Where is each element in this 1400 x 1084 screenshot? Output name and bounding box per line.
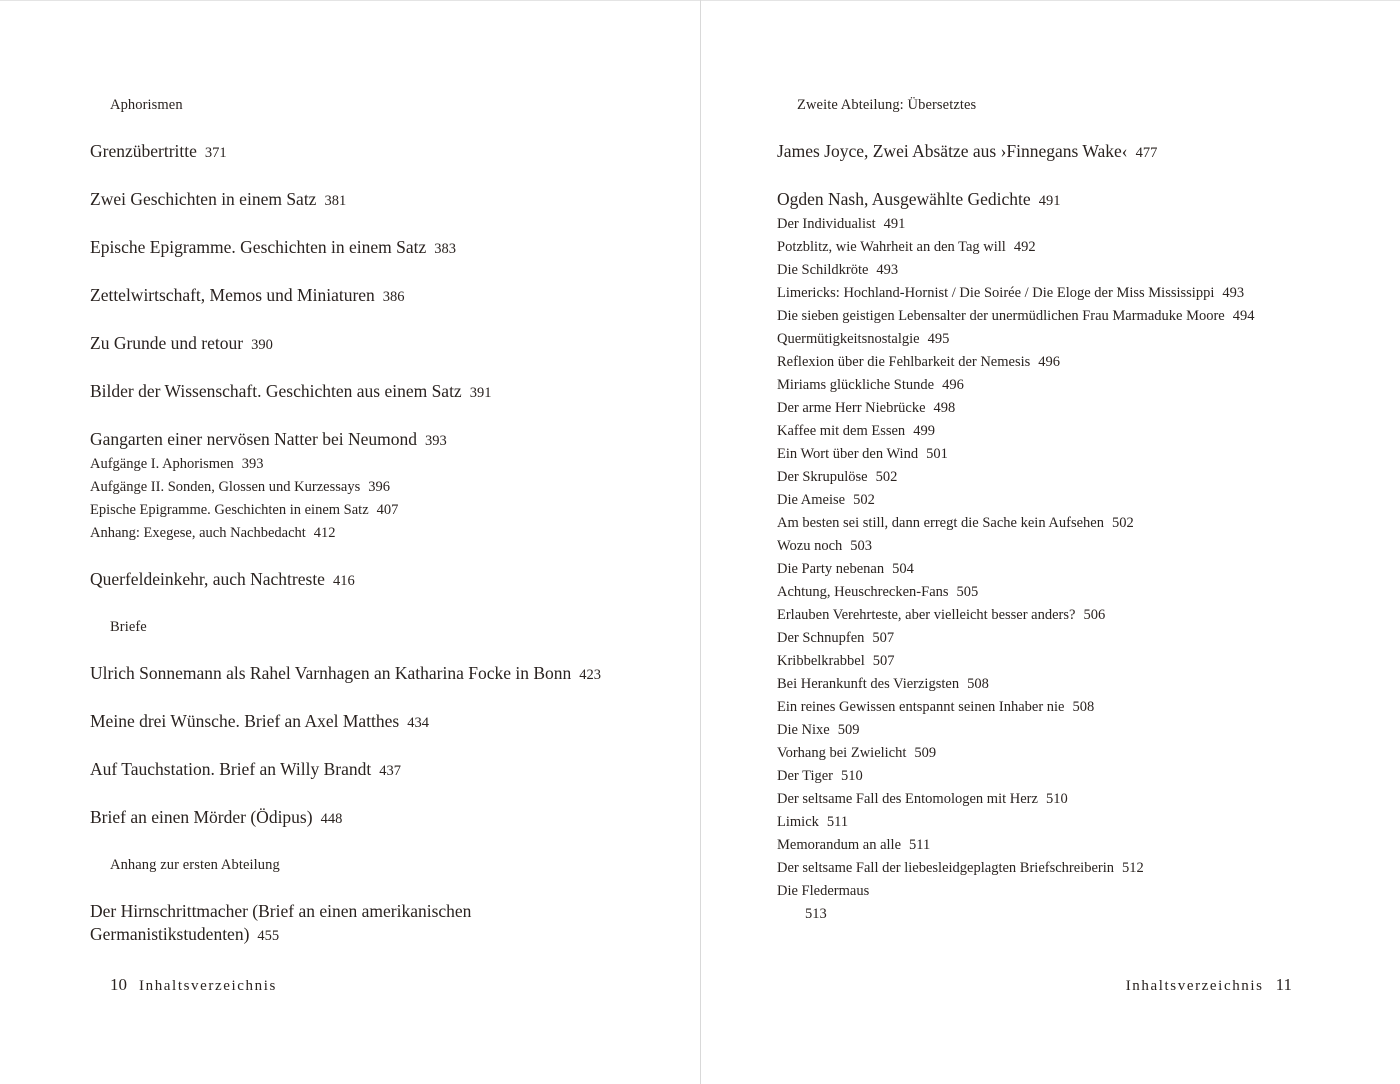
toc-subentry: Die sieben geistigen Lebensalter der unermüdlichen Frau Marmaduke Moore 494: [777, 308, 1255, 324]
toc-subentry: Der seltsame Fall der liebesleidgeplagten Briefschreiberin 512: [777, 860, 1144, 876]
toc-page-number: 383: [434, 241, 457, 257]
toc-subentry: Potzblitz, wie Wahrheit an den Tag will 492: [777, 239, 1036, 255]
toc-page-number: 393: [425, 433, 447, 449]
page-number: 10: [110, 975, 127, 994]
toc-page-number: 509: [837, 722, 860, 738]
toc-page-number: 371: [204, 145, 227, 161]
table-of-contents-right: [777, 94, 1377, 926]
toc-subentry: Bei Herankunft des Vierzigsten 508: [777, 676, 989, 692]
toc-page-number: 496: [942, 377, 964, 393]
toc-subentry: Ein reines Gewissen entspannt seinen Inhaber nie 508: [777, 699, 1095, 715]
page-footer-right: [1126, 974, 1292, 997]
toc-page-number: 501: [926, 446, 948, 462]
toc-subentry: Der Schnupfen 507: [777, 630, 895, 646]
toc-page-number: 491: [1038, 193, 1061, 209]
toc-page-number: 455: [257, 928, 280, 944]
toc-subentry: Memorandum an alle 511: [777, 837, 931, 853]
page-footer-left: [110, 974, 277, 997]
toc-page-number: 505: [956, 584, 979, 600]
toc-page-number: 493: [1222, 285, 1245, 301]
toc-entry: Ulrich Sonnemann als Rahel Varnhagen an Katharina Focke in Bonn 423: [90, 663, 602, 683]
toc-page-number: 513: [805, 906, 827, 922]
toc-entry-continuation: Germanistikstudenten): [90, 924, 250, 944]
toc-subentry: Miriams glückliche Stunde 496: [777, 377, 964, 393]
toc-page-number: 495: [927, 331, 950, 347]
toc-entry: Ogden Nash, Ausgewählte Gedichte 491: [777, 189, 1061, 209]
toc-page-number: 492: [1013, 239, 1036, 255]
toc-page-number: 508: [1072, 699, 1095, 715]
toc-page-number: 496: [1038, 354, 1061, 370]
toc-subentry: Achtung, Heuschrecken-Fans 505: [777, 584, 979, 600]
toc-page-number: 507: [872, 630, 895, 646]
toc-page-number: 396: [368, 479, 390, 495]
toc-page-number: 499: [913, 423, 935, 439]
toc-page-number: 512: [1122, 860, 1144, 876]
toc-page-number: 412: [313, 525, 336, 541]
toc-page-number: 494: [1232, 308, 1255, 324]
toc-entry: Meine drei Wünsche. Brief an Axel Matthes 434: [90, 711, 429, 731]
toc-page-number: 511: [826, 814, 849, 830]
toc-page-number: 386: [382, 289, 405, 305]
toc-page-number: 416: [332, 573, 355, 589]
toc-entry: Zu Grunde und retour 390: [90, 333, 273, 353]
toc-subentry: Die Schildkröte 493: [777, 262, 899, 278]
toc-entry: Grenzübertritte 371: [90, 141, 227, 161]
running-head: Inhaltsverzeichnis: [139, 978, 277, 994]
toc-section-heading: Aphorismen: [110, 97, 183, 113]
toc-page-number: 504: [892, 561, 914, 577]
toc-subentry: Die Party nebenan 504: [777, 561, 914, 577]
toc-page-number: 502: [875, 469, 898, 485]
toc-subentry: Der Skrupulöse 502: [777, 469, 898, 485]
toc-subentry: Aufgänge I. Aphorismen 393: [90, 456, 264, 472]
toc-section-heading: Briefe: [110, 619, 147, 635]
toc-subentry: Limick 511: [777, 814, 849, 830]
toc-subentry: Ein Wort über den Wind 501: [777, 446, 948, 462]
toc-page-number: 506: [1083, 607, 1106, 623]
toc-page-number: 510: [1045, 791, 1068, 807]
toc-entry: Der Hirnschrittmacher (Brief an einen amerikanischen Germanistikstudenten) 455: [90, 901, 472, 944]
toc-page-number: 390: [251, 337, 273, 353]
toc-entry: Gangarten einer nervösen Natter bei Neumond 393: [90, 429, 447, 449]
toc-page-number: 437: [379, 763, 402, 779]
running-head: Inhaltsverzeichnis: [1125, 978, 1264, 994]
toc-section-heading: Zweite Abteilung: Übersetztes: [797, 97, 977, 113]
toc-subentry: Die Nixe 509: [777, 722, 860, 738]
toc-page-number: 502: [1111, 515, 1134, 531]
toc-subentry: Der arme Herr Niebrücke 498: [777, 400, 956, 416]
toc-page-number: 391: [469, 385, 492, 401]
toc-entry: Zettelwirtschaft, Memos und Miniaturen 386: [90, 285, 405, 305]
toc-subentry: Vorhang bei Zwielicht 509: [777, 745, 937, 761]
right-page: [701, 0, 1400, 1084]
toc-page-number: 503: [850, 538, 873, 554]
page-number: 11: [1275, 975, 1292, 994]
toc-page-number: 498: [933, 400, 956, 416]
toc-page-number: 381: [324, 193, 347, 209]
toc-subentry: Wozu noch 503: [777, 538, 873, 554]
toc-page-number: 502: [853, 492, 875, 508]
toc-subentry: Der Tiger 510: [777, 768, 863, 784]
toc-page-number: 393: [241, 456, 264, 472]
toc-page-number: 491: [883, 216, 906, 232]
toc-page-number: 510: [841, 768, 863, 784]
toc-page-number: 477: [1135, 145, 1158, 161]
toc-subentry: Limericks: Hochland-Hornist / Die Soirée / Die Eloge der Miss Mississippi 493: [777, 285, 1245, 301]
toc-page-number: 509: [914, 745, 937, 761]
toc-entry: Bilder der Wissenschaft. Geschichten aus einem Satz 391: [90, 381, 492, 401]
toc-page-number: 407: [376, 502, 399, 518]
toc-page-number: 493: [876, 262, 899, 278]
toc-subentry: Quermütigkeitsnostalgie 495: [777, 331, 950, 347]
toc-subentry: Reflexion über die Fehlbarkeit der Nemesis 496: [777, 354, 1061, 370]
toc-page-number: 434: [407, 715, 429, 731]
toc-subentry: Aufgänge II. Sonden, Glossen und Kurzessays 396: [90, 479, 390, 495]
toc-subentry: Anhang: Exegese, auch Nachbedacht 412: [90, 525, 336, 541]
toc-entry: Brief an einen Mörder (Ödipus) 448: [90, 807, 343, 827]
toc-subentry: Der Individualist 491: [777, 216, 906, 232]
toc-subentry: Kaffee mit dem Essen 499: [777, 423, 935, 439]
toc-page-number: 507: [872, 653, 895, 669]
toc-subentry: Der seltsame Fall des Entomologen mit Herz 510: [777, 791, 1068, 807]
toc-subentry: Am besten sei still, dann erregt die Sache kein Aufsehen 502: [777, 515, 1134, 531]
toc-subentry: Die Ameise 502: [777, 492, 875, 508]
table-of-contents-left: [90, 94, 670, 971]
toc-page-number: 423: [579, 667, 602, 683]
toc-entry: Auf Tauchstation. Brief an Willy Brandt 437: [90, 759, 402, 779]
toc-subentry: Kribbelkrabbel 507: [777, 653, 895, 669]
toc-subentry: Epische Epigramme. Geschichten in einem Satz 407: [90, 502, 399, 518]
toc-entry: Zwei Geschichten in einem Satz 381: [90, 189, 347, 209]
toc-page-number: 448: [320, 811, 343, 827]
toc-entry: Querfeldeinkehr, auch Nachtreste 416: [90, 569, 355, 589]
toc-section-heading: Anhang zur ersten Abteilung: [110, 857, 280, 873]
toc-page-number: 511: [909, 837, 931, 853]
toc-page-number: 508: [967, 676, 989, 692]
toc-entry: James Joyce, Zwei Absätze aus ›Finnegans Wake‹ 477: [777, 141, 1158, 161]
toc-subentry: Erlauben Verehrteste, aber vielleicht besser anders? 506: [777, 607, 1106, 623]
toc-subentry: Die Fledermaus 513: [777, 883, 870, 922]
toc-entry: Epische Epigramme. Geschichten in einem Satz 383: [90, 237, 457, 257]
